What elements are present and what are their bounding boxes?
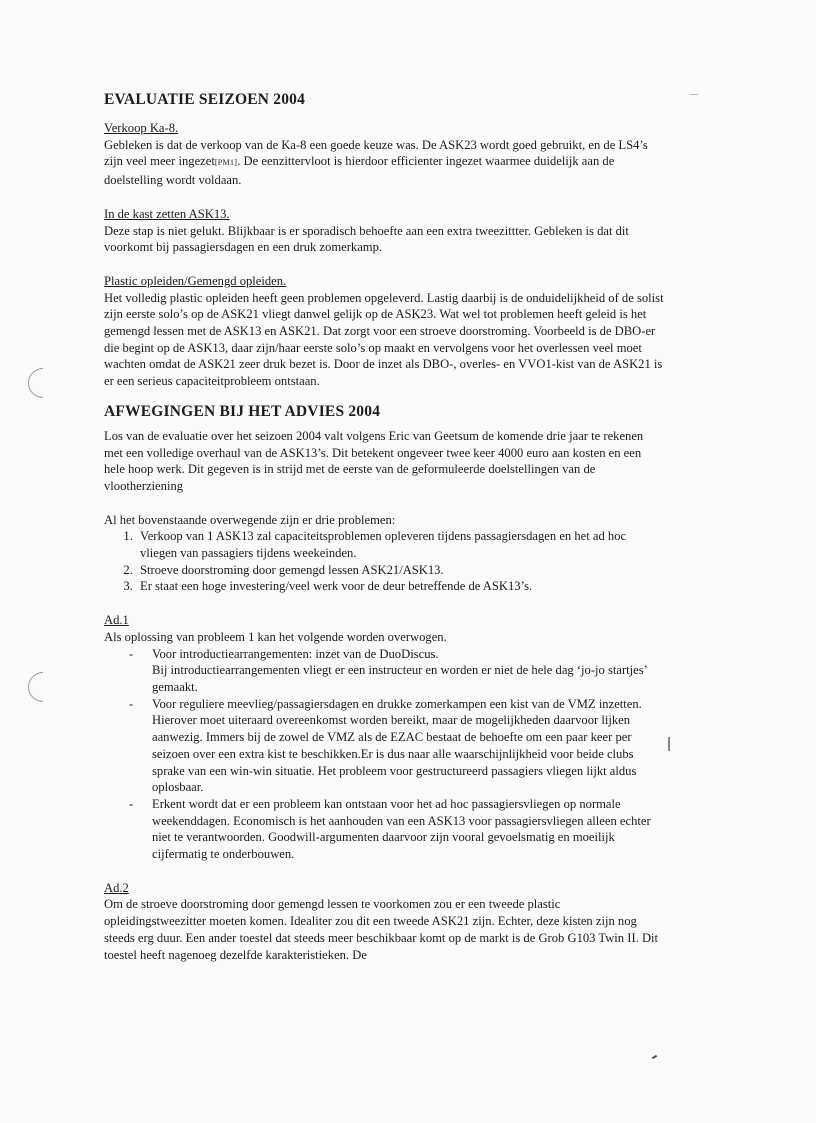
punch-hole-top [22,362,64,404]
ad1-option-lead: Erkent wordt dat er een probleem kan ontstaan voor het ad hoc passagiersvliegen op normale weekenddagen. Economisch is het aanhouden van een ASK13 voor passagiersvliegen alleen echter niet te verantwoorden. Goodwill-argumenten daarvoor zijn vooral gevoelsmatig en moeilijk cijfermatig te onderbouwen. [152,796,651,862]
subheading-plastic: Plastic opleiden/Gemengd opleiden. [104,273,287,288]
verkoop-text-1: Gebleken is dat de verkoop van de Ka-8 een goede keuze was. De ASK23 wordt goed gebruikt, en de LS4’s zijn veel meer ingezet [104,137,648,169]
section-plastic [104,273,664,390]
edge-mark-top-right [690,94,698,95]
problem-item: 1. Verkoop van 1 ASK13 zal capaciteitsproblemen opleveren tijdens passagiersdagen en het ad hoc vliegen van passagiers tijdens weekeinden. [136,528,664,561]
paragraph-plastic: Het volledig plastic opleiden heeft geen problemen opgeleverd. Lastig daarbij is de onduidelijkheid of de solist zijn eerste solo’s op de ASK21 vliegt danwel gelijk op de ASK23. Wat wel tot problemen heeft geleid is het gemengd lessen met de ASK13 en ASK21. Dat zorgt voor een stroeve doorstroming. Voorbeeld is de DBO-er die begint op de ASK13, daar zijn/haar eerste solo’s op maakt en vervolgens voor het overlessen veel moet wachten omdat de ASK21 zeer druk bezet is. Door de inzet als DBO-, overles- en VVO1-kist van de ASK21 is er een serieus capaciteitprobleem ontstaan. [104,290,664,389]
ad1-option [104,646,664,696]
problems-intro: Al het bovenstaande overwegende zijn er drie problemen: [104,512,396,527]
subheading-ad1: Ad.1 [104,613,129,628]
paragraph-ad1-intro: Als oplossing van probleem 1 kan het volgende worden overwogen. [104,629,447,644]
subheading-kast: In de kast zetten ASK13. [104,206,230,221]
ad1-options-list [104,646,664,863]
ad1-option-body: Hierover moet uiteraard overeenkomst worden bereikt, maar de mogelijkheden daarvoor lijken aanwezig. Immers bij de zowel de VMZ als de EZAC bestaat de behoefte om een paar keer per seizoen over een extra kist te beschikken.Er is dus naar alle waarschijnlijkheid voor beide clubs sprake van een win-win situatie. Het probleem voor gestructureerd passagiers vliegen lijkt aldus oplosbaar. [152,713,637,795]
document-page [104,90,664,963]
verkoop-text-2: . De eenzittervloot is hierdoor efficienter ingezet waarmee duidelijk aan de doelstelling wordt voldaan. [104,154,615,188]
problem-item: 2. Stroeve doorstroming door gemengd lessen ASK21/ASK13. [136,562,664,579]
heading-afwegingen: AFWEGINGEN BIJ HET ADVIES 2004 [104,402,381,420]
section-ad1 [104,612,664,863]
paragraph-kast: Deze stap is niet gelukt. Blijkbaar is er sporadisch behoefte aan een extra tweezittter. Gebleken is dat dit voorkomt bij passagiersdagen en een druk zomerkamp. [104,223,629,255]
comment-marker: [PM1] [214,158,238,168]
ad1-option-body: Bij introductiearrangementen vliegt er een instructeur en worden er niet de hele dag ‘jo-jo startjes’ gemaakt. [152,663,647,694]
section-ad2 [104,880,664,964]
ad1-option [104,796,664,863]
section-verkoop [104,120,664,189]
punch-hole-bottom [22,666,64,708]
subheading-ad2: Ad.2 [104,880,129,895]
paragraph-intro: Los van de evaluatie over het seizoen 2004 valt volgens Eric van Geetsum de komende drie jaar te rekenen met een volledige overhaul van de ASK13’s. Dit betekent ongeveer twee keer 4000 euro aan kosten en een hele hoop werk. Dit gegeven is in strijd met de eerste van de geformuleerde doelstellingen van de vlootherziening [104,428,644,493]
section-kast [104,206,664,256]
subheading-verkoop: Verkoop Ka-8. [104,121,179,135]
paragraph-ad2: Om de stroeve doorstroming door gemengd lessen te voorkomen zou er een tweede plastic opleidingstweezitter moeten komen. Idealiter zou dit een tweede ASK21 zijn. Echter, deze kisten zijn nog steeds erg duur. Een ander toestel dat steeds meer beschikbaar komt op de markt is de Grob G103 Twin II. Dit toestel heeft nagenoeg dezelfde karakteristieken. De [104,897,659,962]
ad1-option [104,696,664,796]
problems-list [104,528,664,595]
heading-evaluatie: EVALUATIE SEIZOEN 2004 [104,91,306,108]
ad1-option-lead: Voor introductiearrangementen: inzet van de DuoDiscus. [152,646,439,661]
ad1-option-lead: Voor reguliere meevlieg/passagiersdagen en drukke zomerkampen een kist van de VMZ inzetten. [152,696,642,711]
problem-item: 3. Er staat een hoge investering/veel werk voor de deur betreffende de ASK13’s. [136,578,664,595]
margin-mark [668,737,670,751]
paragraph-verkoop [104,137,664,189]
corner-mark-bottom-right [652,1055,657,1059]
